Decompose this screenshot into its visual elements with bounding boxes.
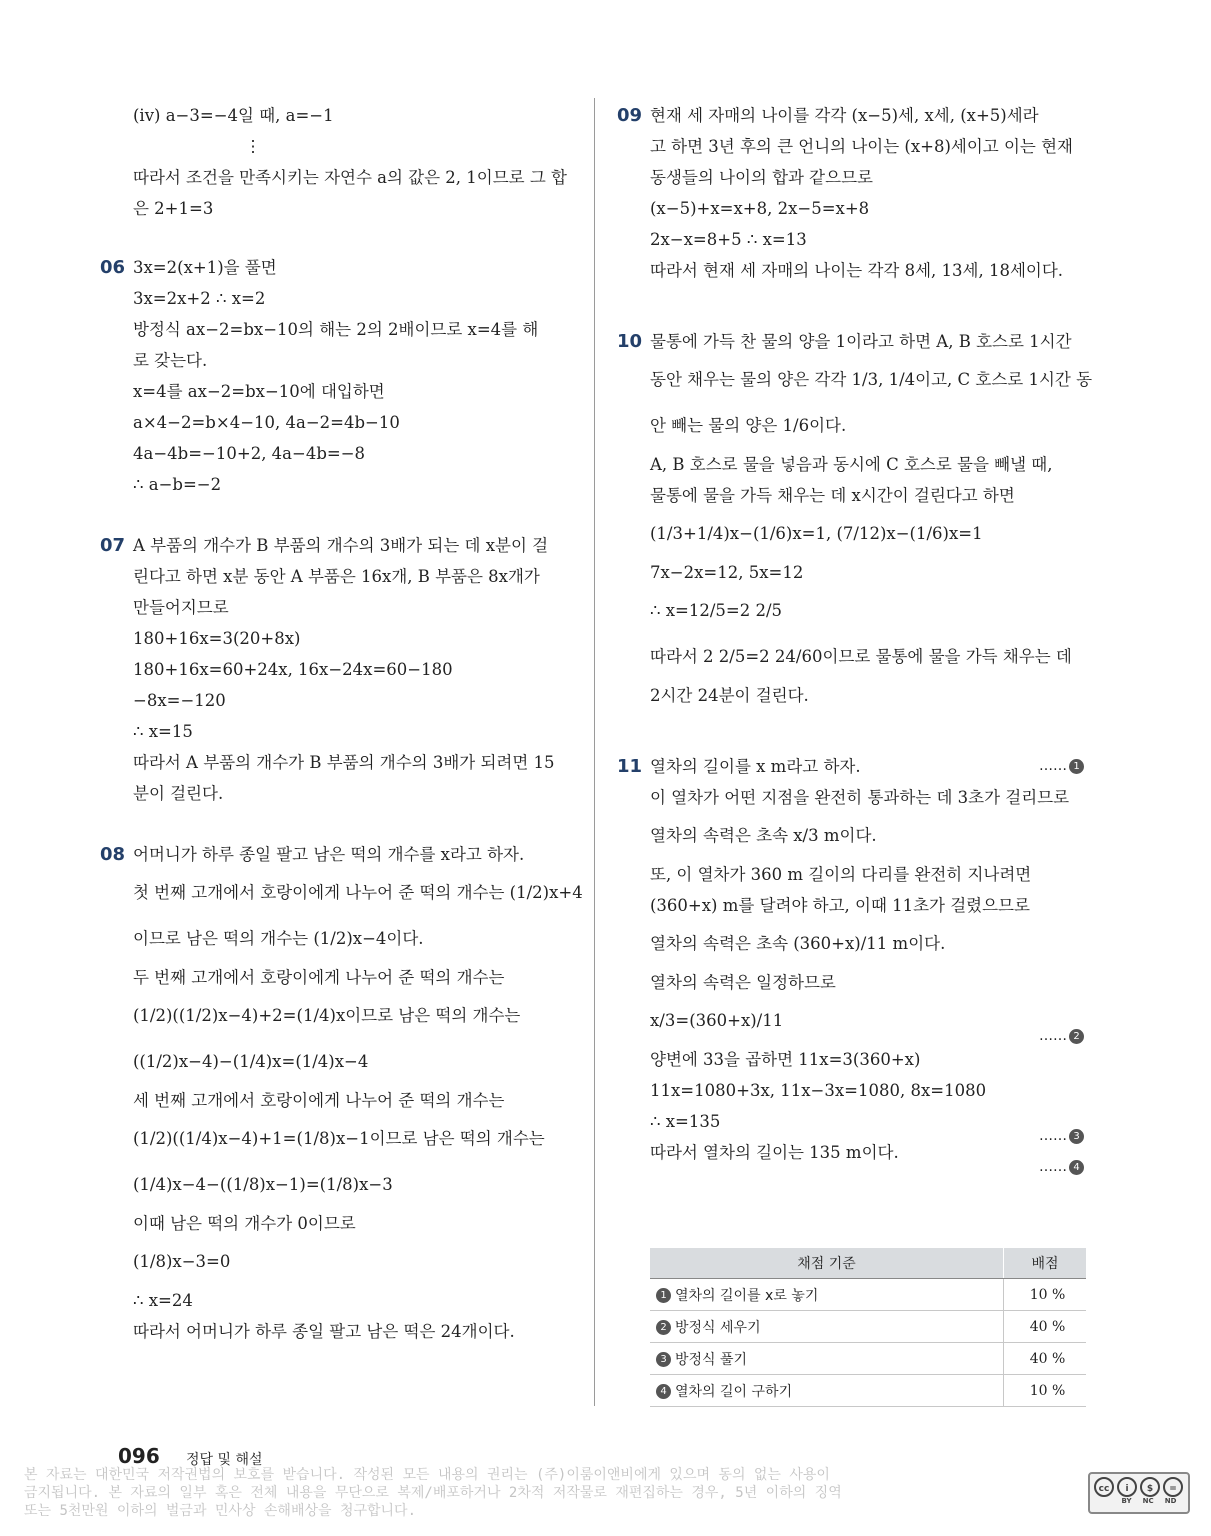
grading-mark-1: …… 1 [1039, 751, 1084, 782]
text-line: 동안 채우는 물의 양은 각각 1/3, 1/4이고, C 호스로 1시간 동 [650, 370, 1093, 389]
points-cell: 40 % [1004, 1343, 1087, 1375]
text-line: x/3=(360+x)/11 [650, 1011, 784, 1030]
problem-09 [617, 100, 1092, 286]
text-line: ∴ x=15 [133, 722, 193, 741]
left-column [100, 100, 583, 1347]
text-line: ∴ x=135 [650, 1112, 721, 1131]
text-line: 은 2+1=3 [133, 199, 214, 218]
footer-section-label: 정답 및 해설 [186, 1452, 263, 1468]
text-line: (1/2)((1/4)x−4)+1=(1/8)x−1이므로 남은 떡의 개수는 [133, 1129, 545, 1148]
text-line: x=4를 ax−2=bx−10에 대입하면 [133, 382, 385, 401]
cc-license-badge [1088, 1472, 1190, 1514]
text-line: 열차의 속력은 초속 (360+x)/11 m이다. [650, 934, 946, 953]
cc-tag: ND [1164, 1497, 1177, 1505]
table-row [650, 1311, 1086, 1343]
text-line: 따라서 A 부품의 개수가 B 부품의 개수의 3배가 되려면 15 [133, 753, 555, 772]
text-line: 180+16x=60+24x, 16x−24x=60−180 [133, 660, 453, 679]
text-line: (iv) a−3=−4일 때, a=−1 [133, 106, 334, 125]
table-row [650, 1279, 1086, 1311]
text-line: −8x=−120 [133, 691, 226, 710]
text-line: 11x=1080+3x, 11x−3x=1080, 8x=1080 [650, 1081, 987, 1100]
notice-line: 또는 5천만원 이하의 벌금과 민사상 손해배상을 청구합니다. [24, 1503, 417, 1519]
cc-tag: NC [1142, 1497, 1154, 1505]
text-line: A 부품의 개수가 B 부품의 개수의 3배가 되는 데 x분이 걸 [133, 536, 549, 555]
header-points: 배점 [1004, 1248, 1087, 1279]
noderivatives-icon: = [1163, 1477, 1183, 1497]
points-cell: 10 % [1004, 1279, 1087, 1311]
text-line: 만들어지므로 [133, 598, 229, 617]
vertical-ellipsis: ⋮ [244, 137, 262, 156]
text-line: 따라서 열차의 길이는 135 m이다. [650, 1143, 899, 1162]
criteria-cell: 4 열차의 길이 구하기 [650, 1375, 1004, 1407]
text-line: 양변에 33을 곱하면 11x=3(360+x) [650, 1050, 921, 1069]
grading-mark-3: …… 3 [1039, 1121, 1084, 1152]
text-line: ∴ x=24 [133, 1291, 193, 1310]
points-cell: 10 % [1004, 1375, 1087, 1407]
problem-08 [100, 839, 583, 1347]
problem-number: 10 [617, 331, 643, 352]
text-line: a×4−2=b×4−10, 4a−2=4b−10 [133, 413, 400, 432]
text-line: 동생들의 나이의 합과 같으므로 [650, 168, 873, 187]
text-line: 방정식 ax−2=bx−10의 해는 2의 2배이므로 x=4를 해 [133, 320, 539, 339]
text-line: 로 갖는다. [133, 351, 208, 370]
problem-number: 09 [617, 105, 643, 126]
scoring-criteria-table [650, 1248, 1086, 1407]
table-header-row [650, 1248, 1086, 1279]
text-line: 2x−x=8+5 ∴ x=13 [650, 230, 807, 249]
step-number-badge: 2 [656, 1320, 671, 1335]
text-line: 열차의 속력은 일정하므로 [650, 973, 836, 992]
text-line: 열차의 길이를 x m라고 하자. [650, 757, 861, 776]
text-line: ∴ a−b=−2 [133, 475, 222, 494]
cc-tag: BY [1121, 1497, 1132, 1505]
problem-number: 11 [617, 756, 643, 777]
column-divider [594, 98, 595, 1406]
text-line: 안 빼는 물의 양은 1/6이다. [650, 416, 847, 435]
problem-number: 08 [100, 844, 126, 865]
text-line: 물통에 가득 찬 물의 양을 1이라고 하면 A, B 호스로 1시간 [650, 332, 1072, 351]
text-line: 4a−4b=−10+2, 4a−4b=−8 [133, 444, 366, 463]
header-criteria: 채점 기준 [650, 1248, 1004, 1279]
problem-number: 07 [100, 535, 126, 556]
points-cell: 40 % [1004, 1311, 1087, 1343]
text-line: 이때 남은 떡의 개수가 0이므로 [133, 1214, 356, 1233]
grading-mark-2: …… 2 [1039, 1013, 1084, 1059]
text-line: 따라서 2 2/5=2 24/60이므로 물통에 물을 가득 채우는 데 [650, 647, 1072, 666]
text-line: 따라서 어머니가 하루 종일 팔고 남은 떡은 24개이다. [133, 1322, 515, 1341]
text-line: 현재 세 자매의 나이를 각각 (x−5)세, x세, (x+5)세라 [650, 106, 1039, 125]
text-line: 7x−2x=12, 5x=12 [650, 563, 804, 582]
page-number: 096 [118, 1444, 160, 1468]
noncommercial-icon: $ [1140, 1477, 1160, 1497]
problem-06 [100, 252, 580, 500]
text-line: 첫 번째 고개에서 호랑이에게 나누어 준 떡의 개수는 (1/2)x+4 [133, 883, 583, 902]
text-line: 3x=2(x+1)을 풀면 [133, 258, 277, 277]
text-line: 따라서 현재 세 자매의 나이는 각각 8세, 13세, 18세이다. [650, 261, 1064, 280]
step-number-badge: 4 [656, 1384, 671, 1399]
criteria-cell: 3 방정식 풀기 [650, 1343, 1004, 1375]
text-line: (1/3+1/4)x−(1/6)x=1, (7/12)x−(1/6)x=1 [650, 524, 983, 543]
notice-line: 금지됩니다. 본 자료의 일부 혹은 전체 내용을 무단으로 복제/배포하거나 2차적 저작물로 재편집하는 경우, 5년 이하의 징역 [24, 1485, 842, 1501]
text-line: 이므로 남은 떡의 개수는 (1/2)x−4이다. [133, 929, 424, 948]
copyright-notice [24, 1466, 1054, 1520]
text-line: 린다고 하면 x분 동안 A 부품은 16x개, B 부품은 8x개가 [133, 567, 540, 586]
text-line: (1/2)((1/2)x−4)+2=(1/4)x이므로 남은 떡의 개수는 [133, 1006, 521, 1025]
problem-11 [617, 751, 1092, 1175]
problem-number: 06 [100, 257, 126, 278]
step-number-badge: 3 [656, 1352, 671, 1367]
problem-07 [100, 530, 580, 809]
text-line: (x−5)+x=x+8, 2x−5=x+8 [650, 199, 870, 218]
criteria-cell: 2 방정식 세우기 [650, 1311, 1004, 1343]
text-line: (1/4)x−4−((1/8)x−1)=(1/8)x−3 [133, 1175, 393, 1194]
text-line: A, B 호스로 물을 넣음과 동시에 C 호스로 물을 빼낼 때, [650, 455, 1053, 474]
attribution-icon: i [1117, 1477, 1137, 1497]
text-line: 물통에 물을 가득 채우는 데 x시간이 걸린다고 하면 [650, 486, 1015, 505]
text-line: ∴ x=12/5=2 2/5 [650, 601, 783, 620]
text-line: 두 번째 고개에서 호랑이에게 나누어 준 떡의 개수는 [133, 968, 505, 987]
step-number-badge: 1 [656, 1288, 671, 1303]
text-line: (360+x) m를 달려야 하고, 이때 11초가 걸렸으므로 [650, 896, 1030, 915]
criteria-cell: 1 열차의 길이를 x로 놓기 [650, 1279, 1004, 1311]
text-line: 3x=2x+2 ∴ x=2 [133, 289, 266, 308]
text-line: 분이 걸린다. [133, 784, 224, 803]
text-line: 따라서 조건을 만족시키는 자연수 a의 값은 2, 1이므로 그 합 [133, 168, 567, 187]
table-row [650, 1343, 1086, 1375]
text-line: (1/8)x−3=0 [133, 1252, 231, 1271]
notice-line: 본 자료는 대한민국 저작권법의 보호를 받습니다. 작성된 모든 내용의 권리는 (주)이룸이앤비에게 있으며 동의 없는 사용이 [24, 1467, 830, 1483]
text-line: 세 번째 고개에서 호랑이에게 나누어 준 떡의 개수는 [133, 1091, 505, 1110]
problem-10 [617, 326, 1092, 711]
text-line: 어머니가 하루 종일 팔고 남은 떡의 개수를 x라고 하자. [133, 845, 525, 864]
text-line: 180+16x=3(20+8x) [133, 629, 301, 648]
text-line: ((1/2)x−4)−(1/4)x=(1/4)x−4 [133, 1052, 369, 1071]
table-row [650, 1375, 1086, 1407]
text-line: 또, 이 열차가 360 m 길이의 다리를 완전히 지나려면 [650, 865, 1032, 884]
text-line: 열차의 속력은 초속 x/3 m이다. [650, 826, 877, 845]
text-line: 이 열차가 어떤 지점을 완전히 통과하는 데 3초가 걸리므로 [650, 788, 1070, 807]
text-line: 2시간 24분이 걸린다. [650, 686, 809, 705]
grading-mark-4: …… 4 [1039, 1152, 1084, 1183]
text-line: 고 하면 3년 후의 큰 언니의 나이는 (x+8)세이고 이는 현재 [650, 137, 1073, 156]
right-column [617, 100, 1093, 1175]
cc-icon: cc [1094, 1477, 1114, 1497]
